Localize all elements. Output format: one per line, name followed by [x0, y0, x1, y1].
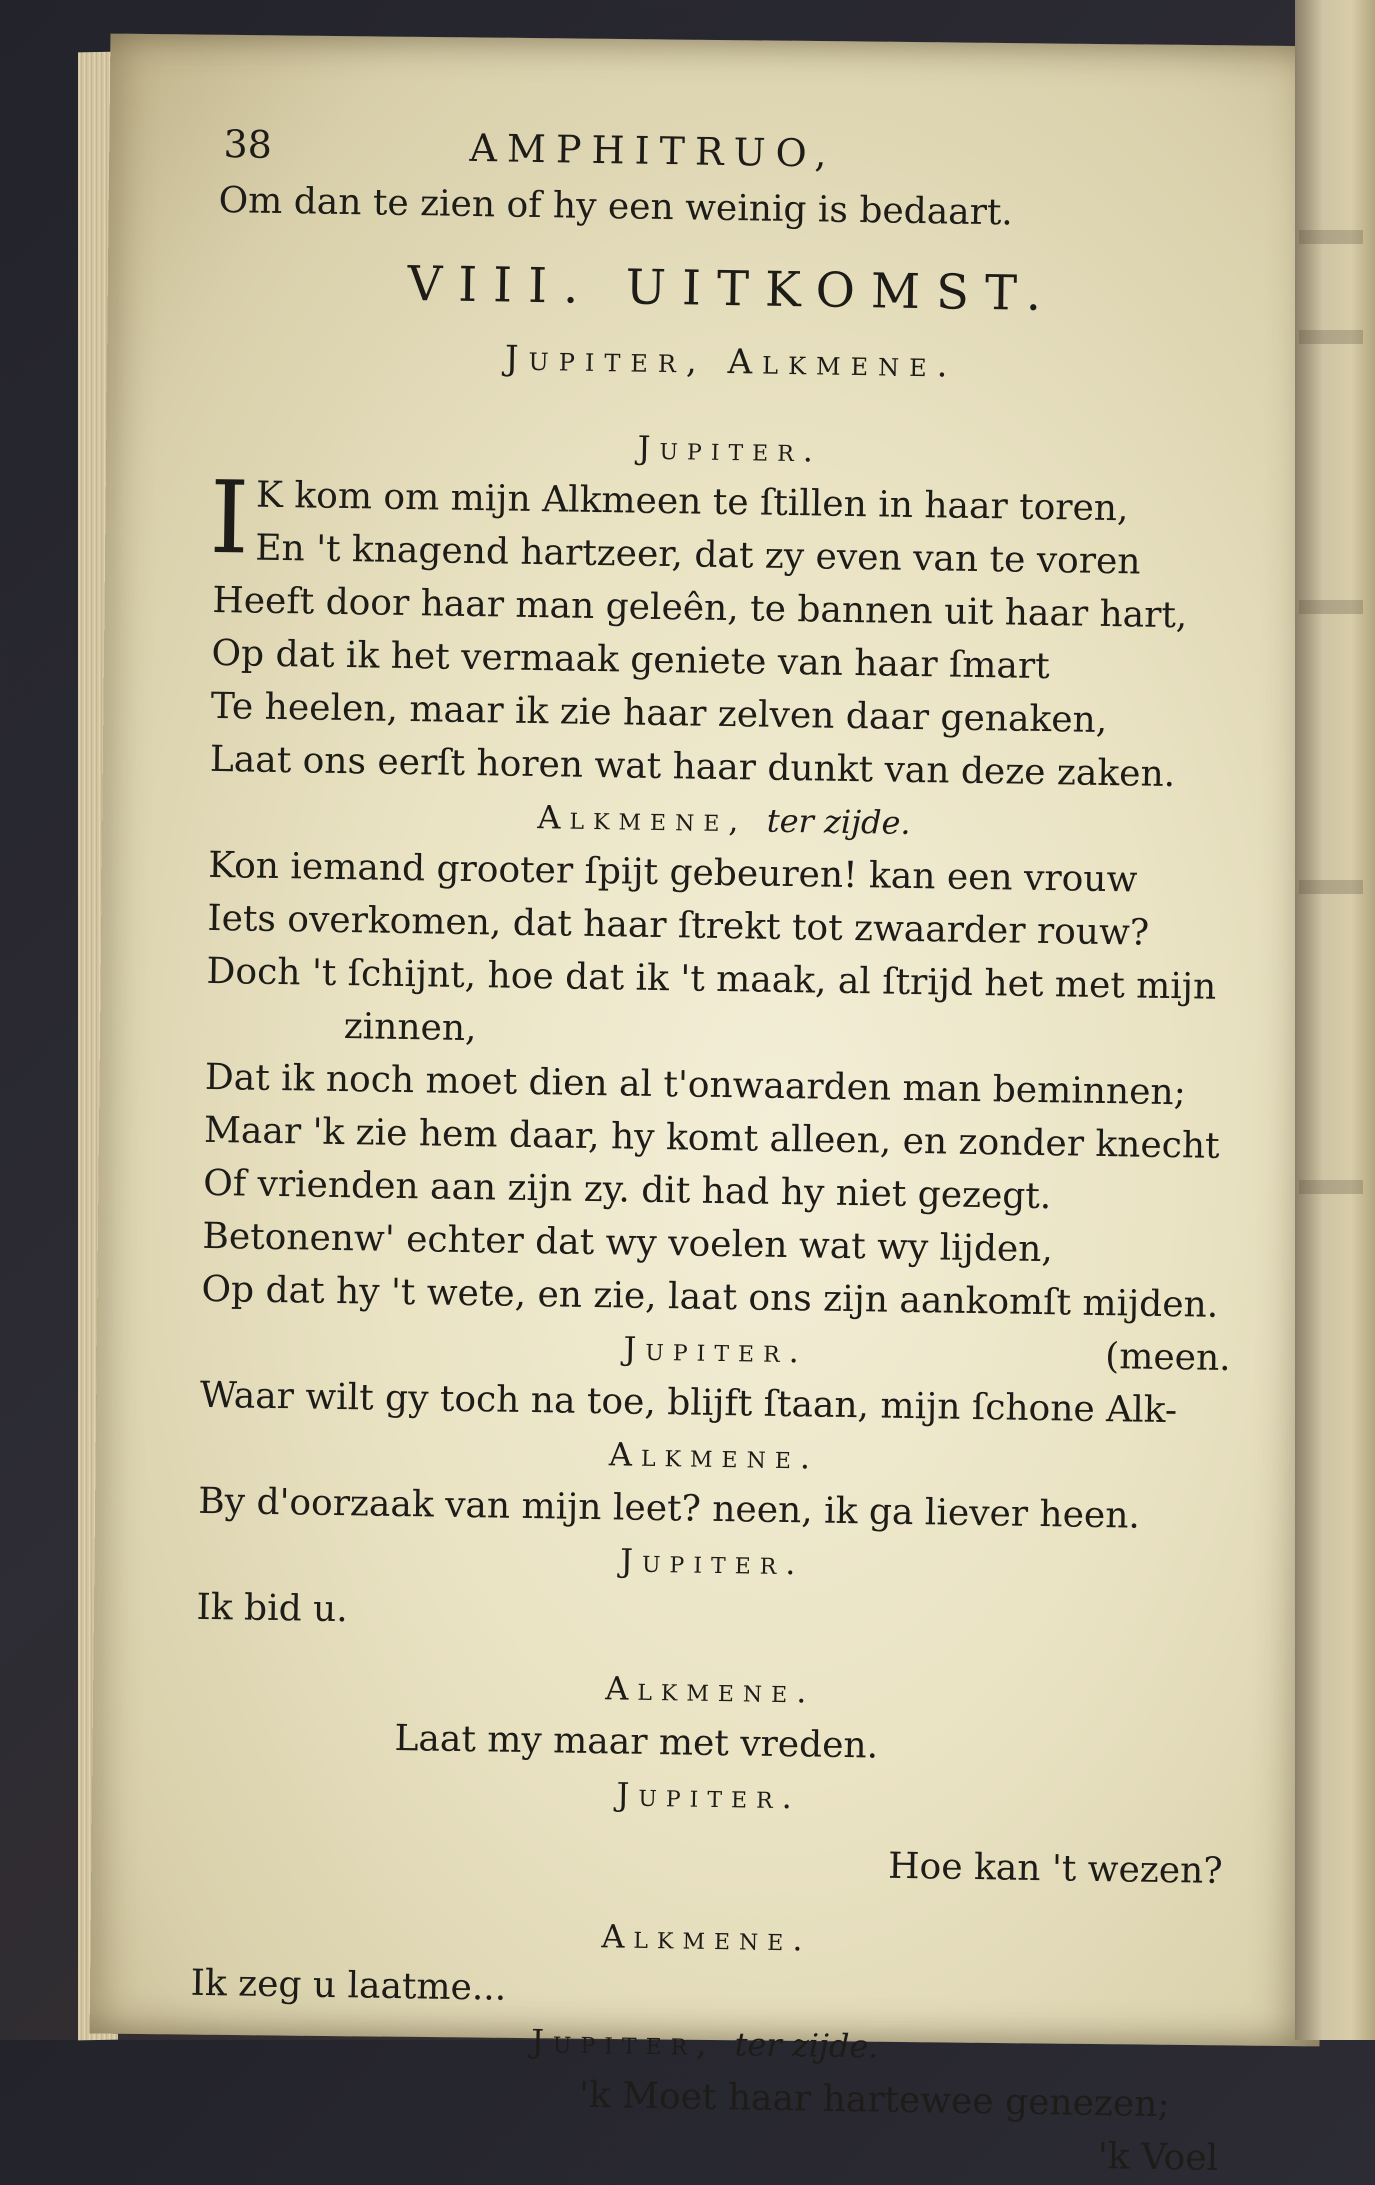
speaker-name: Jupiter. [637, 428, 823, 470]
speaker-name: Jupiter, [530, 2022, 716, 2064]
bleed-through-mark [1299, 330, 1363, 344]
page-number: 38 [223, 122, 273, 167]
stage-direction: ter zijde. [766, 801, 911, 842]
verse-line: Laat my maar met vreden. [394, 1717, 879, 1767]
bleed-through-mark [1299, 600, 1363, 614]
turnover-fragment: (meen. [1104, 1336, 1231, 1380]
cast-list: Jupiter, Alkmene. [504, 338, 958, 386]
speaker-name: Alkmene. [608, 1435, 820, 1477]
catchword: 'k Voel [1097, 2136, 1219, 2179]
verse-line: By d'oorzaak van mijn leet? neen, ik ga liever heen. [197, 1480, 1141, 1537]
verse-line: Dat ik noch moet dien al t'onwaarden man beminnen; [204, 1056, 1187, 1114]
speaker-name: Jupiter. [619, 1541, 805, 1583]
running-head: AMPHITRUO, [469, 125, 837, 176]
verse-line: Ik zeg u laatme... [190, 1962, 507, 2009]
speaker-name: Alkmene. [601, 1917, 812, 1959]
verse-line: Ik bid u. [196, 1586, 349, 1631]
verse-line: Laat ons eerſt horen wat haar dunkt van deze zaken. [209, 738, 1176, 796]
verse-line: Kon iemand grooter ſpijt gebeuren! kan een vrouw [207, 844, 1138, 901]
verse-line: Of vrienden aan zijn zy. dit had hy niet gezegt. [202, 1162, 1052, 1218]
scene-title: VIII. UITKOMST. [407, 255, 1058, 323]
drop-cap: I [208, 458, 251, 577]
verse-line: Maar 'k zie hem daar, hy komt alleen, en zonder knecht [203, 1109, 1220, 1167]
speaker-name: Jupiter. [623, 1329, 809, 1371]
page-text [188, 118, 1250, 2185]
speaker-name: Alkmene. [604, 1669, 816, 1711]
verse-line: Te heelen, maar ik zie haar zelven daar genaken, [210, 685, 1108, 742]
stage-direction: ter zijde. [734, 2025, 879, 2066]
verse-line: Om dan te zien of hy een weinig is bedaart. [218, 179, 1014, 234]
verse-line: K kom om mijn Alkmeen te ſtillen in haar toren, [255, 474, 1129, 530]
verse-line: Op dat ik het vermaak geniete van haar ſmart [211, 632, 1050, 688]
verse-line-continuation: zinnen, [343, 1006, 477, 1050]
verse-line: Doch 't ſchijnt, hoe dat ik 't maak, al ſtrijd het met mijn [206, 950, 1217, 1008]
verse-line: Heeft door haar man geleên, te bannen uit haar hart, [212, 579, 1188, 637]
bleed-through-mark [1299, 230, 1363, 244]
verse-line: 'k Moet haar hartewee genezen; [578, 2074, 1170, 2126]
facing-page-edge [1295, 0, 1375, 2040]
verse-line: Hoe kan 't wezen? [887, 1845, 1223, 1892]
speaker-name: Jupiter. [616, 1775, 802, 1817]
verse-line: Betonenw' echter dat wy voelen wat wy lijden, [202, 1215, 1054, 1271]
bleed-through-mark [1299, 1180, 1363, 1194]
verse-line: Op dat hy 't wete, en zie, laat ons zijn aankomſt mijden. [201, 1268, 1219, 1326]
speaker-name: Alkmene, [537, 798, 748, 840]
verse-line: Iets overkomen, dat haar ſtrekt tot zwaarder rouw? [207, 897, 1150, 954]
bleed-through-mark [1299, 880, 1363, 894]
opening-verse [208, 458, 1245, 590]
verse-line: Waar wilt gy toch na toe, blijft ſtaan, mijn ſchone Alk- [199, 1374, 1178, 1432]
verse-line: En 't knagend hartzeer, dat zy even van te voren [254, 527, 1141, 583]
